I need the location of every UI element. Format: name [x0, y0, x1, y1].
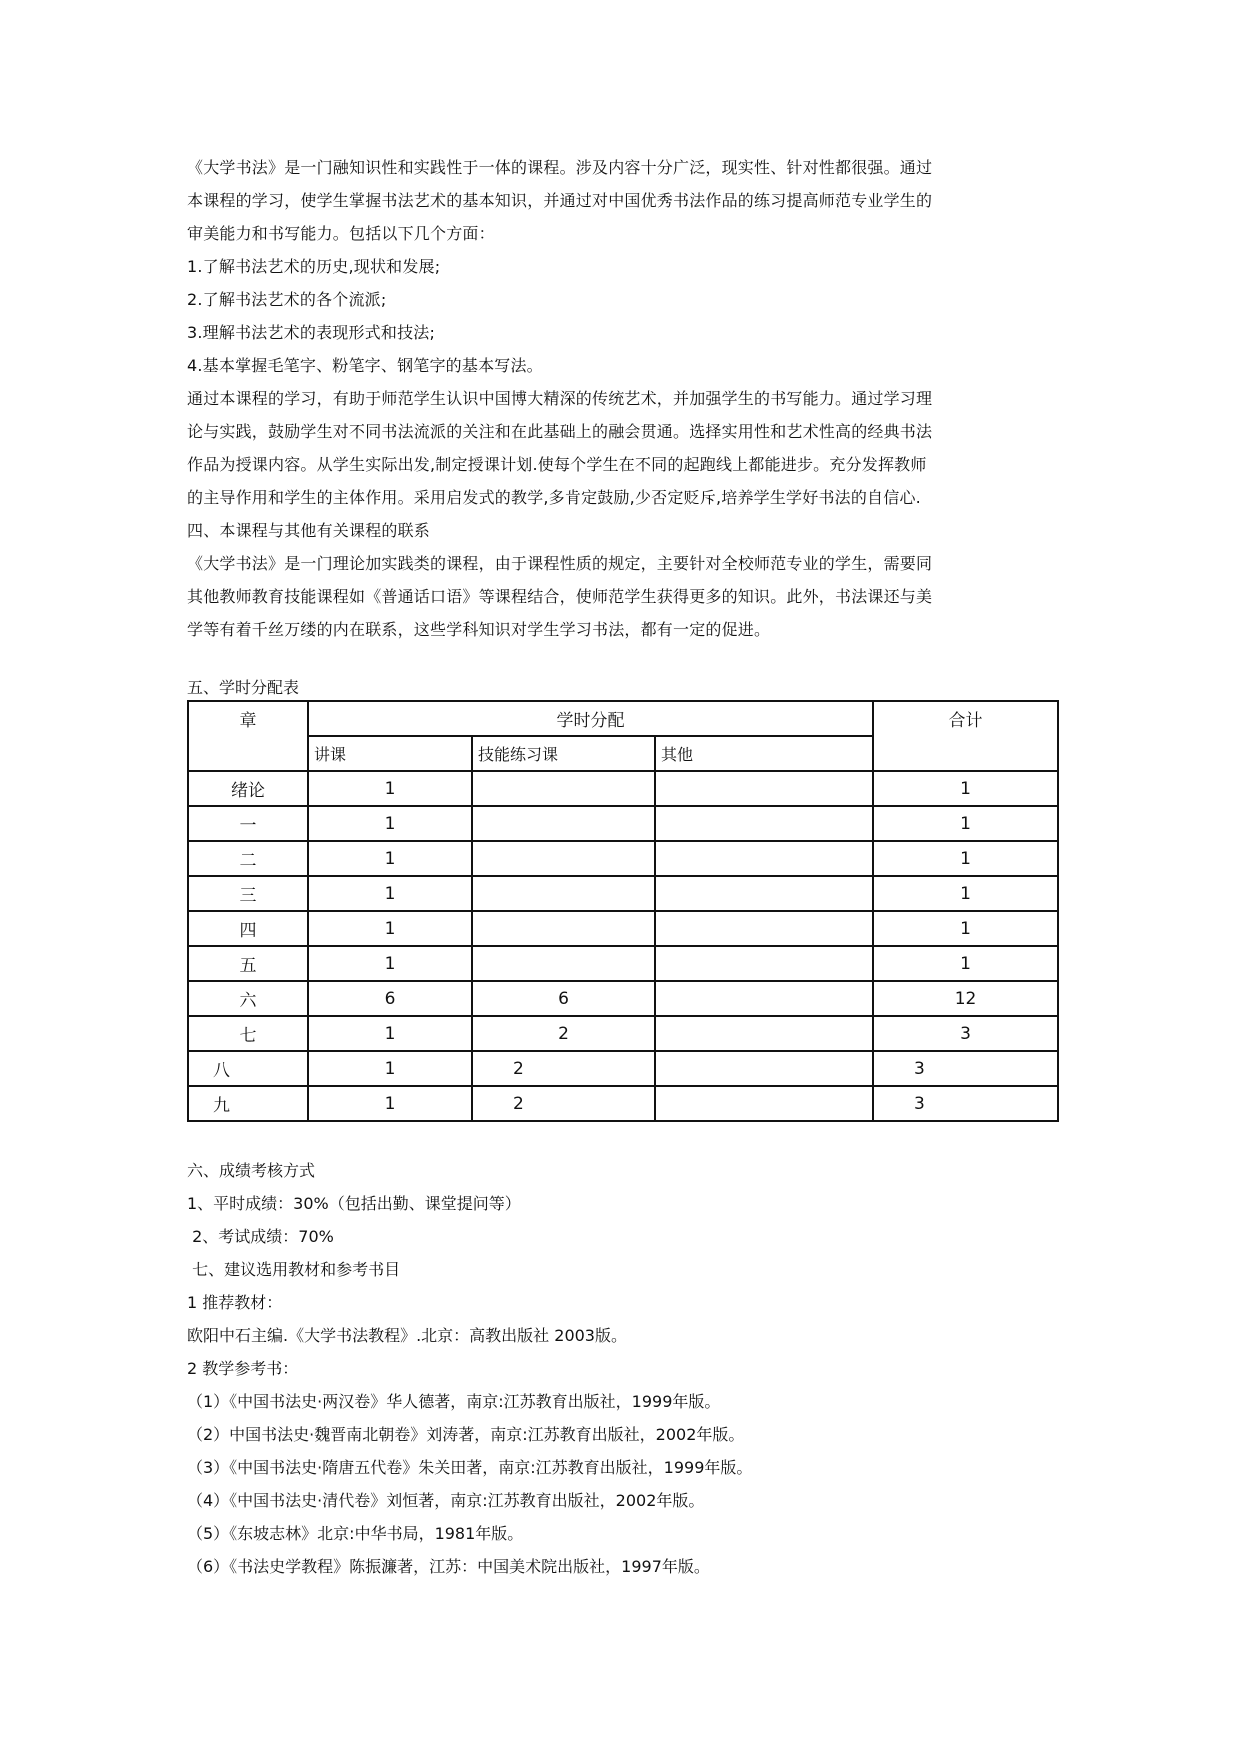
cell-total: 1 — [873, 876, 1058, 911]
cell-other — [655, 1016, 873, 1051]
cell-lecture: 1 — [308, 1051, 472, 1086]
assessment-and-references — [187, 1154, 1057, 1583]
reference-item: （3）《中国书法史·隋唐五代卷》朱关田著，南京:江苏教育出版社，1999年版。 — [187, 1458, 753, 1477]
paragraph-line: 《大学书法》是一门理论加实践类的课程，由于课程性质的规定，主要针对全校师范专业的学生，需要同 — [187, 554, 933, 573]
cell-lecture: 1 — [308, 1016, 472, 1051]
cell-lecture: 1 — [308, 911, 472, 946]
cell-total: 3 — [873, 1051, 1058, 1086]
cell-chapter: 八 — [188, 1051, 308, 1086]
cell-chapter: 五 — [188, 946, 308, 981]
list-item: 2 教学参考书： — [187, 1359, 299, 1378]
cell-lecture: 1 — [308, 946, 472, 981]
table-row — [188, 806, 1058, 841]
cell-lecture: 1 — [308, 771, 472, 806]
list-item: 1 推荐教材： — [187, 1293, 283, 1312]
reference-item: （1）《中国书法史·两汉卷》华人德著，南京:江苏教育出版社，1999年版。 — [187, 1392, 721, 1411]
cell-total: 1 — [873, 911, 1058, 946]
cell-total: 3 — [873, 1016, 1058, 1051]
paragraph-line: 《大学书法》是一门融知识性和实践性于一体的课程。涉及内容十分广泛，现实性、针对性都很强。通过 — [187, 158, 933, 177]
table-row — [188, 946, 1058, 981]
cell-skill: 2 — [472, 1051, 655, 1086]
cell-total: 1 — [873, 806, 1058, 841]
cell-chapter: 一 — [188, 806, 308, 841]
reference-item: （4）《中国书法史·清代卷》刘恒著，南京:江苏教育出版社，2002年版。 — [187, 1491, 705, 1510]
cell-chapter: 四 — [188, 911, 308, 946]
cell-chapter: 三 — [188, 876, 308, 911]
list-item: 2.了解书法艺术的各个流派; — [187, 290, 387, 309]
cell-chapter: 二 — [188, 841, 308, 876]
header-total: 合计 — [873, 701, 1058, 771]
table-row — [188, 841, 1058, 876]
cell-lecture: 1 — [308, 1086, 472, 1121]
table-row — [188, 1086, 1058, 1121]
table-row — [188, 1016, 1058, 1051]
paragraph-line: 学等有着千丝万缕的内在联系，这些学科知识对学生学习书法，都有一定的促进。 — [187, 620, 771, 639]
table-row — [188, 876, 1058, 911]
table-row — [188, 771, 1058, 806]
paragraph-line: 本课程的学习，使学生掌握书法艺术的基本知识，并通过对中国优秀书法作品的练习提高师范专业学生的 — [187, 191, 933, 210]
cell-total: 3 — [873, 1086, 1058, 1121]
paragraph-line: 论与实践，鼓励学生对不同书法流派的关注和在此基础上的融会贯通。选择实用性和艺术性高的经典书法 — [187, 422, 933, 441]
list-item: 3.理解书法艺术的表现形式和技法; — [187, 323, 436, 342]
cell-skill: 2 — [472, 1016, 655, 1051]
table-header-row — [188, 701, 1058, 736]
paragraph-line: 作品为授课内容。从学生实际出发,制定授课计划.使每个学生在不同的起跑线上都能进步。充分发挥教师 — [187, 455, 927, 474]
cell-skill: 6 — [472, 981, 655, 1016]
cell-lecture: 6 — [308, 981, 472, 1016]
cell-chapter: 九 — [188, 1086, 308, 1121]
paragraph-line: 审美能力和书写能力。包括以下几个方面： — [187, 224, 495, 243]
cell-other — [655, 1086, 873, 1121]
cell-total: 1 — [873, 841, 1058, 876]
cell-other — [655, 771, 873, 806]
document-page — [187, 151, 1057, 1583]
hours-allocation-table — [187, 700, 1059, 1122]
section-heading: 六、成绩考核方式 — [187, 1161, 316, 1180]
cell-other — [655, 841, 873, 876]
paragraph-line: 通过本课程的学习，有助于师范学生认识中国博大精深的传统艺术，并加强学生的书写能力。通过学习理 — [187, 389, 933, 408]
reference-item: （6）《书法史学教程》陈振濂著，江苏：中国美术院出版社，1997年版。 — [187, 1557, 710, 1576]
cell-skill — [472, 946, 655, 981]
header-lecture: 讲课 — [308, 736, 472, 771]
list-item: 4.基本掌握毛笔字、粉笔字、钢笔字的基本写法。 — [187, 356, 543, 375]
cell-skill — [472, 806, 655, 841]
section-heading: 七、建议选用教材和参考书目 — [187, 1260, 401, 1279]
cell-other — [655, 806, 873, 841]
reference-item: （5）《东坡志林》北京:中华书局，1981年版。 — [187, 1524, 524, 1543]
cell-other — [655, 1051, 873, 1086]
reference-item: 欧阳中石主编.《大学书法教程》.北京：高教出版社 2003版。 — [187, 1326, 627, 1345]
header-other: 其他 — [655, 736, 873, 771]
list-item: 1、平时成绩：30%（包括出勤、课堂提问等） — [187, 1194, 521, 1213]
cell-skill — [472, 841, 655, 876]
list-item: 1.了解书法艺术的历史,现状和发展; — [187, 257, 441, 276]
table-row — [188, 981, 1058, 1016]
cell-chapter: 七 — [188, 1016, 308, 1051]
header-chapter: 章 — [188, 701, 308, 771]
cell-skill — [472, 911, 655, 946]
cell-other — [655, 911, 873, 946]
list-item: 2、考试成绩：70% — [187, 1227, 334, 1246]
cell-lecture: 1 — [308, 876, 472, 911]
cell-other — [655, 981, 873, 1016]
cell-chapter: 六 — [188, 981, 308, 1016]
table-row — [188, 911, 1058, 946]
paragraph-line: 的主导作用和学生的主体作用。采用启发式的教学,多肯定鼓励,少否定贬斥,培养学生学好书法的自信心. — [187, 488, 921, 507]
table-title: 五、学时分配表 — [187, 678, 300, 697]
cell-total: 12 — [873, 981, 1058, 1016]
paragraph-line: 其他教师教育技能课程如《普通话口语》等课程结合，使师范学生获得更多的知识。此外，书法课还与美 — [187, 587, 933, 606]
reference-item: （2）中国书法史·魏晋南北朝卷》刘涛著，南京:江苏教育出版社，2002年版。 — [187, 1425, 745, 1444]
cell-total: 1 — [873, 946, 1058, 981]
cell-skill — [472, 771, 655, 806]
cell-other — [655, 876, 873, 911]
cell-other — [655, 946, 873, 981]
table-row — [188, 1051, 1058, 1086]
cell-total: 1 — [873, 771, 1058, 806]
cell-skill — [472, 876, 655, 911]
cell-chapter: 绪论 — [188, 771, 308, 806]
intro-section — [187, 151, 1057, 646]
section-heading: 四、本课程与其他有关课程的联系 — [187, 521, 431, 540]
cell-lecture: 1 — [308, 841, 472, 876]
cell-lecture: 1 — [308, 806, 472, 841]
header-skill-practice: 技能练习课 — [472, 736, 655, 771]
header-allocation: 学时分配 — [308, 701, 873, 736]
cell-skill: 2 — [472, 1086, 655, 1121]
